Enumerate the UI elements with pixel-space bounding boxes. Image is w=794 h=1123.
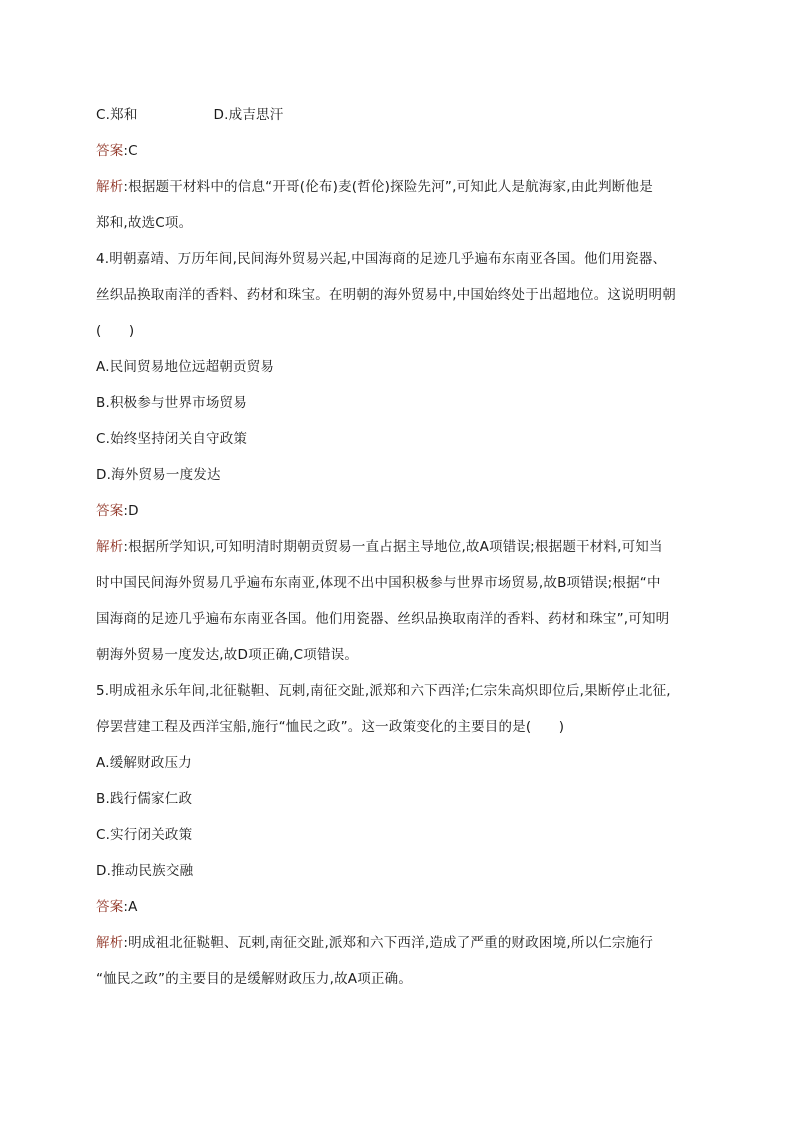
q5-option-c: C.实行闭关政策 (96, 827, 193, 843)
q3-answer-label: 答案 (96, 143, 124, 159)
q4-stem-line-1: 4.明朝嘉靖、万历年间,民间海外贸易兴起,中国海商的足迹几乎遍布东南亚各国。他们用瓷器、 (96, 251, 667, 267)
q4-analysis-line-4: 朝海外贸易一度发达,故D项正确,C项错误。 (96, 647, 359, 663)
q4-analysis-label: 解析 (96, 539, 124, 555)
q4-stem-line-3: ( ) (96, 323, 135, 339)
q5-option-b: B.践行儒家仁政 (96, 791, 193, 807)
q5-stem-line-2: 停罢营建工程及西洋宝船,施行“恤民之政”。这一政策变化的主要目的是( ) (96, 719, 565, 735)
q3-analysis-label: 解析 (96, 179, 124, 195)
q4-answer-label: 答案 (96, 503, 124, 519)
q3-answer-value: :C (123, 143, 138, 159)
q5-answer (96, 897, 706, 917)
q3-option-c: C.郑和 (96, 107, 138, 123)
q5-answer-value: :A (123, 899, 138, 915)
q3-analysis-line-1: 解析:根据题干材料中的信息“开哥(伦布)麦(哲伦)探险先河”,可知此人是航海家,由此判断他是 (96, 179, 653, 195)
q5-analysis-label: 解析 (96, 935, 124, 951)
q3-answer (96, 141, 706, 161)
q4-option-d: D.海外贸易一度发达 (96, 467, 221, 483)
q5-analysis-line-1: 解析:明成祖北征鞑靼、瓦剌,南征交趾,派郑和六下西洋,造成了严重的财政困境,所以仁宗施行 (96, 935, 654, 951)
q5-option-a: A.缓解财政压力 (96, 755, 192, 771)
q4-analysis-line-1: 解析:根据所学知识,可知明清时期朝贡贸易一直占据主导地位,故A项错误;根据题干材料,可知当 (96, 539, 663, 555)
q5-answer-label: 答案 (96, 899, 124, 915)
q4-option-a: A.民间贸易地位远超朝贡贸易 (96, 359, 275, 375)
q4-answer-value: :D (123, 503, 139, 519)
q4-answer (96, 501, 706, 521)
q5-stem-line-1: 5.明成祖永乐年间,北征鞑靼、瓦剌,南征交趾,派郑和六下西洋;仁宗朱高炽即位后,果断停止北征, (96, 683, 671, 699)
q3-option-d: D.成吉思汗 (213, 107, 284, 123)
q4-option-b: B.积极参与世界市场贸易 (96, 395, 247, 411)
q4-option-c: C.始终坚持闭关自守政策 (96, 431, 248, 447)
q3-analysis-line-2: 郑和,故选C项。 (96, 215, 193, 231)
q4-analysis-line-3: 国海商的足迹几乎遍布东南亚各国。他们用瓷器、丝织品换取南洋的香料、药材和珠宝”,可知明 (96, 611, 670, 627)
q4-stem-line-2: 丝织品换取南洋的香料、药材和珠宝。在明朝的海外贸易中,中国始终处于出超地位。这说明明朝 (96, 287, 676, 303)
q5-option-d: D.推动民族交融 (96, 863, 194, 879)
q4-analysis-line-2: 时中国民间海外贸易几乎遍布东南亚,体现不出中国积极参与世界市场贸易,故B项错误;根据“中 (96, 575, 661, 591)
q5-analysis-line-2: “恤民之政”的主要目的是缓解财政压力,故A项正确。 (96, 971, 413, 987)
q3-options-cd (96, 105, 706, 125)
